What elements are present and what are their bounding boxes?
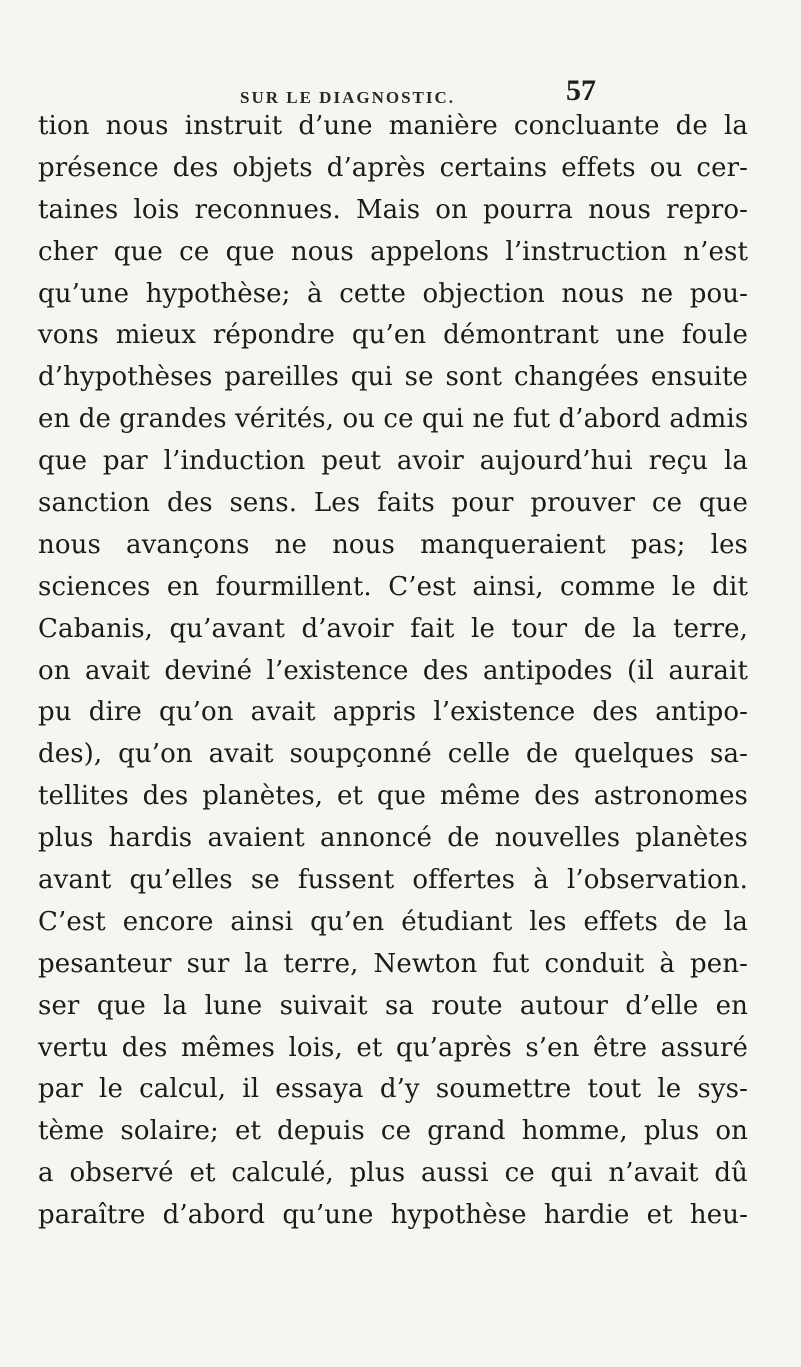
- text-line: C’est encore ainsi qu’en étudiant les effets de la: [38, 906, 748, 937]
- text-line: tion nous instruit d’une manière concluante de la: [38, 111, 748, 141]
- text-line: ser que la lune suivait sa route autour d’elle en: [38, 990, 748, 1021]
- text-line: plus hardis avaient annoncé de nouvelles planètes: [38, 823, 748, 854]
- running-title: SUR LE DIAGNOSTIC.: [240, 88, 456, 107]
- text-line: on avait deviné l’existence des antipodes (il aurait: [38, 655, 748, 686]
- text-line: vons mieux répondre qu’en démontrant une foule: [38, 320, 748, 351]
- text-line: que par l’induction peut avoir aujourd’hui reçu la: [38, 446, 748, 477]
- text-line: Cabanis, qu’avant d’avoir fait le tour de la terre,: [38, 613, 748, 644]
- text-line: pesanteur sur la terre, Newton fut conduit à pen-: [38, 948, 748, 979]
- text-line: qu’une hypothèse; à cette objection nous ne pou-: [38, 278, 748, 309]
- text-line: taines lois reconnues. Mais on pourra nous repro-: [38, 194, 748, 225]
- text-line: en de grandes vérités, ou ce qui ne fut d’abord admis: [38, 404, 749, 435]
- text-line: sciences en fourmillent. C’est ainsi, comme le dit: [38, 571, 748, 602]
- text-line: vertu des mêmes lois, et qu’après s’en être assuré: [38, 1032, 748, 1063]
- text-line: a observé et calculé, plus aussi ce qui n’avait dû: [38, 1158, 748, 1189]
- text-line: sanction des sens. Les faits pour prouver ce que: [38, 488, 748, 519]
- text-line: tellites des planètes, et que même des astronomes: [38, 781, 748, 812]
- text-line: paraître d’abord qu’une hypothèse hardie et heu-: [38, 1200, 748, 1231]
- text-line: cher que ce que nous appelons l’instruction n’est: [38, 236, 748, 267]
- running-head: [240, 70, 540, 110]
- text-line: nous avançons ne nous manqueraient pas; les: [38, 529, 748, 560]
- text-line: avant qu’elles se fussent offertes à l’observation.: [38, 865, 748, 896]
- text-line: d’hypothèses pareilles qui se sont changées ensuite: [38, 362, 748, 393]
- text-line: pu dire qu’on avait appris l’existence des antipo-: [38, 697, 748, 728]
- text-line: des), qu’on avait soupçonné celle de quelques sa-: [38, 739, 748, 770]
- text-line: tème solaire; et depuis ce grand homme, plus on: [38, 1116, 748, 1147]
- page-number: 57: [566, 74, 596, 107]
- body-text: [38, 106, 748, 1237]
- text-line: présence des objets d’après certains effets ou cer-: [38, 152, 748, 183]
- text-line: par le calcul, il essaya d’y soumettre tout le sys-: [38, 1074, 748, 1105]
